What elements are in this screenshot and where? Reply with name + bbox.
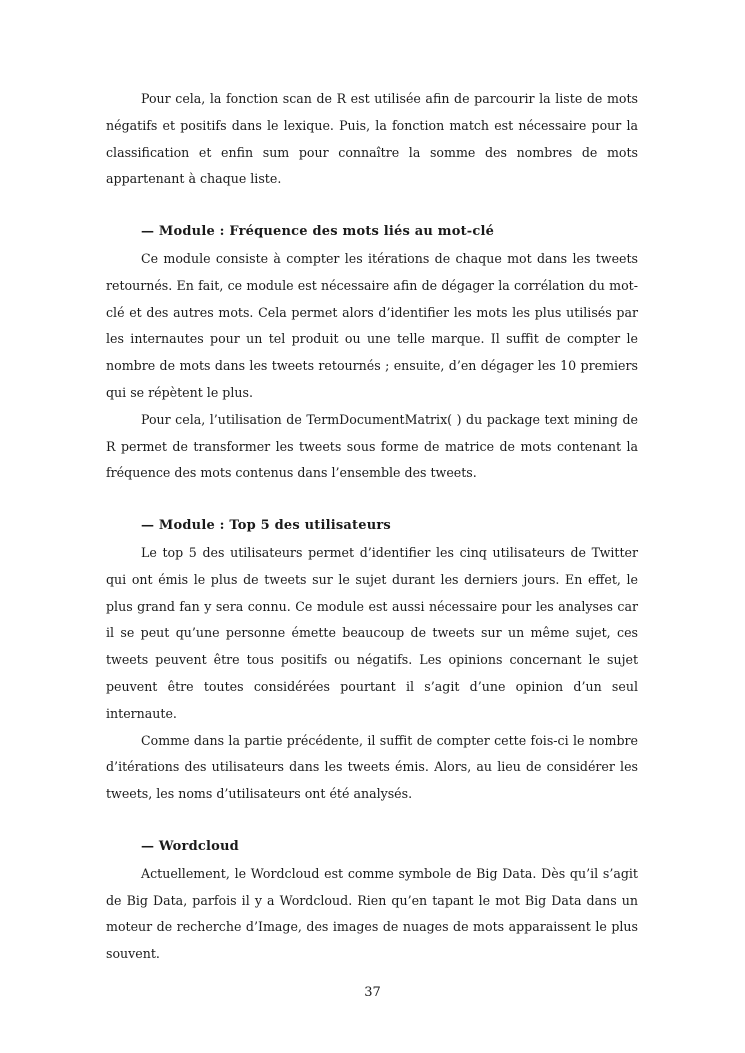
section-heading-frequence: — Module : Fréquence des mots liés au mot-clé (141, 224, 495, 240)
section-spacer (106, 808, 638, 834)
page-number: 37 (364, 985, 381, 1000)
wordcloud-paragraph-1: Actuellement, le Wordcloud est comme symbole de Big Data. Dès qu’il s’agit de Big Data, parfois il y a Wordcloud. Rien qu’en tapant le mot Big Data dans un moteur de recherche d’Image, des images de nuages de mots apparaissent le plus souvent. (106, 865, 638, 962)
section-spacer (106, 487, 638, 513)
section-top-utilisateurs (106, 513, 638, 808)
intro-paragraph: Pour cela, la fonction scan de R est utilisée afin de parcourir la liste de mots négatifs et positifs dans le lexique. Puis, la fonction match est nécessaire pour la classification et enfin sum pour connaître la somme des nombres de mots appartenant à chaque liste. (106, 91, 638, 187)
frequence-paragraph-2: Pour cela, l’utilisation de TermDocumentMatrix( ) du package text mining de R permet de transformer les tweets sous forme de matrice de mots contenant la fréquence des mots contenus dans l’ensemble des tweets. (106, 411, 638, 481)
section-frequence-mots (106, 219, 638, 487)
frequence-paragraph-1: Ce module consiste à compter les itérations de chaque mot dans les tweets retournés. En fait, ce module est nécessaire afin de dégager la corrélation du mot-clé et des autres mots. Cela permet alors d’identifier les mots les plus utilisés par les internautes pour un tel produit ou une telle marque. Il suffit de compter le nombre de mots dans les tweets retournés ; ensuite, d’en dégager les 10 premiers qui se répètent le plus. (106, 250, 638, 400)
section-wordcloud (106, 834, 638, 968)
top5-paragraph-1: Le top 5 des utilisateurs permet d’identifier les cinq utilisateurs de Twitter qui ont émis le plus de tweets sur le sujet durant les derniers jours. En effet, le plus grand fan y sera connu. Ce module est aussi nécessaire pour les analyses car il se peut qu’une personne émette beaucoup de tweets sur un même sujet, ces tweets peuvent être tous positifs ou négatifs. Les opinions concernant le sujet peuvent être toutes considérées pourtant il s’agit d’une opinion d’un seul internaute. (106, 544, 638, 721)
section-heading-wordcloud: — Wordcloud (141, 838, 239, 854)
top5-paragraph-2: Comme dans la partie précédente, il suffit de compter cette fois-ci le nombre d’itérations des utilisateurs dans les tweets émis. Alors, au lieu de considérer les tweets, les noms d’utilisateurs ont été analysés. (106, 732, 638, 802)
page-body (106, 86, 638, 968)
section-heading-top5: — Module : Top 5 des utilisateurs (141, 518, 391, 534)
section-spacer (106, 193, 638, 219)
